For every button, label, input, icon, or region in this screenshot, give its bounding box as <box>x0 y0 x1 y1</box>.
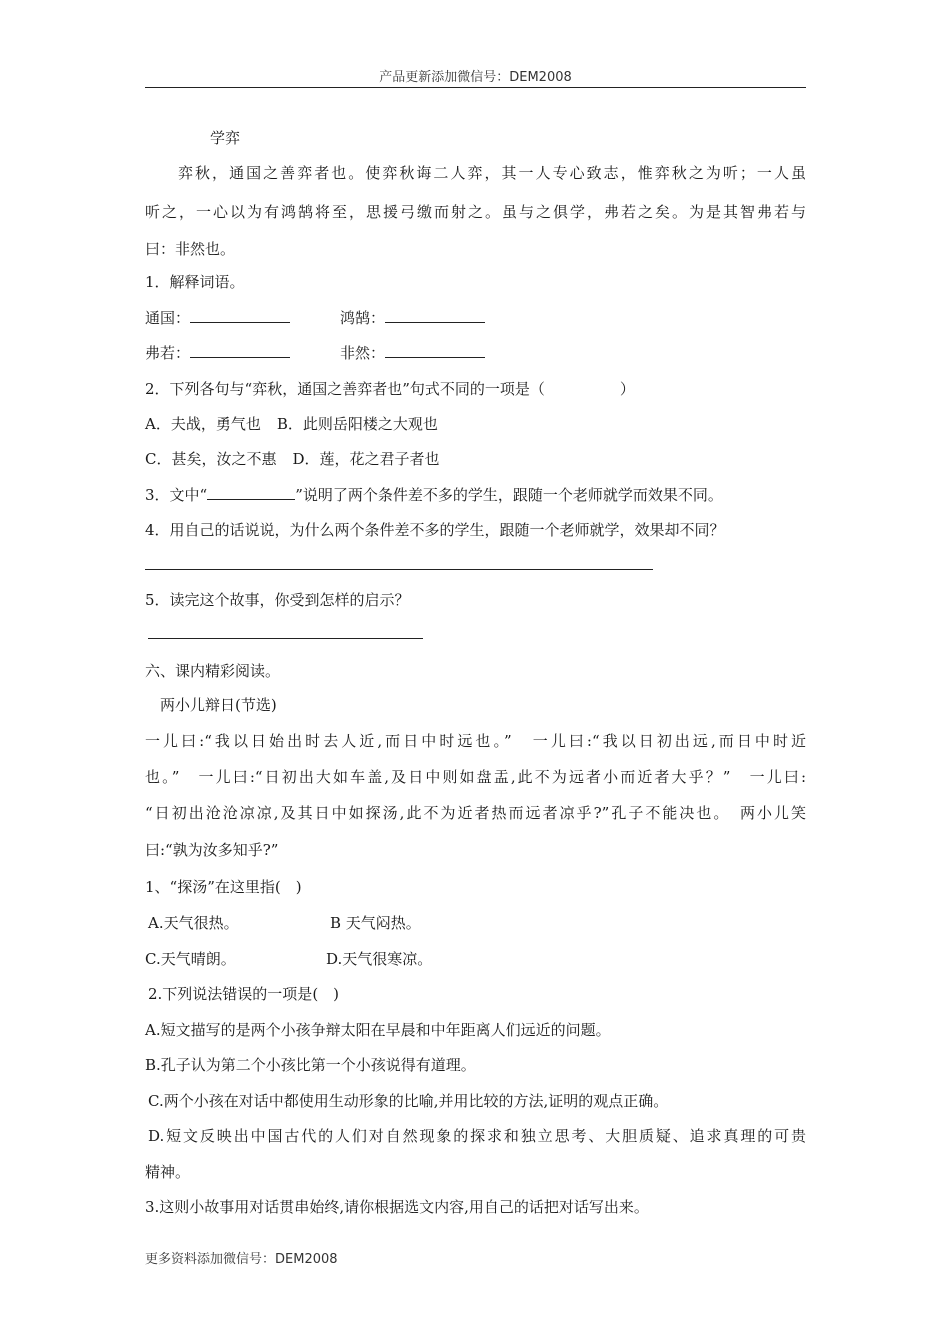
s2-question-2: 2.下列说法错误的一项是( ) <box>148 985 340 1003</box>
passage2-line-3: “日初出沧沧凉凉,及其日中如探汤,此不为近者热而远者凉乎?”孔子不能决也。 两小儿笑 <box>145 804 806 822</box>
passage-line-1: 弈秋，通国之善弈者也。使弈秋诲二人弈，其一人专心致志，惟弈秋之为听；一人虽 <box>178 164 806 182</box>
page-header: 产品更新添加微信号：DEM2008 <box>379 70 572 85</box>
question-3 <box>145 485 723 505</box>
s2-q2-option-a: A.短文描写的是两个小孩争辩太阳在早晨和中年距离人们远近的问题。 <box>145 1021 611 1039</box>
question-3-suffix: ”说明了两个条件差不多的学生，跟随一个老师就学而效果不同。 <box>295 486 723 504</box>
question-4: 4．用自己的话说说，为什么两个条件差不多的学生，跟随一个老师就学，效果却不同？ <box>145 521 725 539</box>
s2-q1-option-c: C.天气晴朗。 <box>145 950 236 968</box>
answer-blank[interactable] <box>207 485 295 500</box>
q2-options-row-2 <box>145 449 440 469</box>
passage-title-xueyi: 学弈 <box>210 129 241 147</box>
question-3-prefix: 3．文中“ <box>145 486 208 504</box>
header-divider <box>145 87 806 88</box>
passage2-line-4: 曰:“孰为汝多知乎?” <box>145 841 279 859</box>
q1-item-label: 通国： <box>145 309 191 327</box>
q2-option-b: B．此则岳阳楼之大观也 <box>276 415 438 433</box>
q2-options-row-1 <box>145 414 438 434</box>
passage-title-liangxiaoer: 两小儿辩日(节选) <box>160 696 277 714</box>
passage2-line-2: 也。” 一儿曰:“日初出大如车盖,及日中则如盘盂,此不为远者小而近者大乎？” 一儿曰: <box>145 768 806 786</box>
answer-line-q5[interactable] <box>148 638 423 639</box>
s2-question-3: 3.这则小故事用对话贯串始终,请你根据选文内容,用自己的话把对话写出来。 <box>145 1198 649 1216</box>
answer-blank[interactable] <box>190 343 290 358</box>
s2-q1-option-b: B 天气闷热。 <box>330 914 421 932</box>
question-1: 1．解释词语。 <box>145 273 245 291</box>
q1-item-feiran <box>340 343 485 363</box>
passage-line-3: 曰：非然也。 <box>145 240 236 258</box>
page-footer: 更多资料添加微信号：DEM2008 <box>145 1252 338 1267</box>
s2-q2-option-d-cont: 精神。 <box>145 1163 191 1181</box>
answer-blank[interactable] <box>385 343 485 358</box>
s2-q2-option-b: B.孔子认为第二个小孩比第一个小孩说得有道理。 <box>145 1056 476 1074</box>
s2-q1-option-a: A.天气很热。 <box>148 914 239 932</box>
s2-q2-option-c: C.两个小孩在对话中都使用生动形象的比喻,并用比较的方法,证明的观点正确。 <box>148 1092 669 1110</box>
q1-item-honghu <box>340 308 485 328</box>
answer-blank[interactable] <box>385 308 485 323</box>
answer-line-q4[interactable] <box>145 569 653 570</box>
q1-item-foruo <box>145 343 290 363</box>
s2-question-1: 1、“探汤”在这里指( ) <box>145 878 302 896</box>
question-5: 5．读完这个故事，你受到怎样的启示？ <box>145 591 410 609</box>
answer-blank[interactable] <box>190 308 290 323</box>
question-2 <box>145 379 635 399</box>
question-2-close: ） <box>619 380 635 398</box>
q1-item-label: 非然： <box>340 344 386 362</box>
passage2-line-1: 一儿曰:“我以日始出时去人近,而日中时远也。” 一儿曰:“我以日初出远,而日中时近 <box>145 732 806 750</box>
question-2-text: 2．下列各句与“弈秋，通国之善弈者也”句式不同的一项是（ <box>145 380 545 398</box>
passage-line-2: 听之，一心以为有鸿鹄将至，思援弓缴而射之。虽与之俱学，弗若之矣。为是其智弗若与 <box>145 203 806 221</box>
q1-item-label: 弗若： <box>145 344 191 362</box>
section-heading-6: 六、课内精彩阅读。 <box>145 662 281 680</box>
q2-option-a: A．夫战，勇气也 <box>145 415 261 433</box>
q1-item-label: 鸿鹄： <box>340 309 386 327</box>
s2-q1-option-d: D.天气很寒凉。 <box>326 950 433 968</box>
q2-option-d: D．莲，花之君子者也 <box>292 450 440 468</box>
q2-option-c: C．甚矣，汝之不惠 <box>145 450 277 468</box>
s2-q2-option-d: D.短文反映出中国古代的人们对自然现象的探求和独立思考、大胆质疑、追求真理的可贵 <box>148 1127 806 1145</box>
q1-item-tongguo <box>145 308 290 328</box>
